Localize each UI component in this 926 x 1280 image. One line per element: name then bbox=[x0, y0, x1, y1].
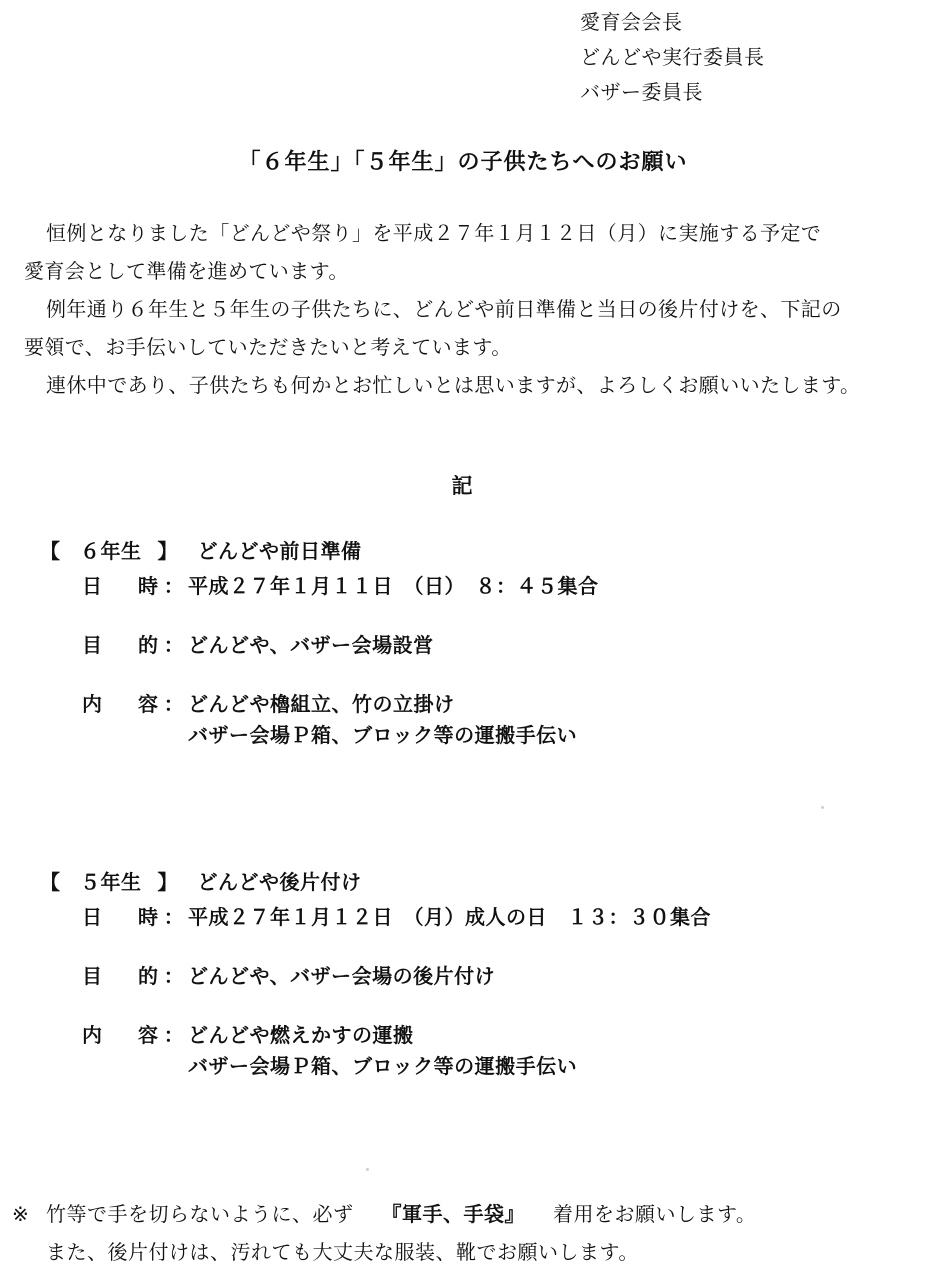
section-5-value-datetime: 平成２７年１月１２日 （月）成人の日 １３：３０集合 bbox=[188, 907, 711, 929]
section-5-label-content: 内 容 bbox=[82, 1025, 166, 1047]
section-5-colon-purpose: ： bbox=[163, 966, 185, 988]
section-6-bracket-close: 】 bbox=[157, 541, 182, 563]
section-5-row-datetime bbox=[40, 901, 900, 930]
section-6-label-purpose: 目 的 bbox=[82, 635, 166, 657]
section-6-grade: ６年生 bbox=[80, 541, 142, 563]
section-5-value-content-line2: バザー会場Ｐ箱、ブロック等の運搬手伝い bbox=[188, 1056, 578, 1078]
section-5-bracket-open: 【 bbox=[40, 872, 64, 894]
section-5-label-purpose: 目 的 bbox=[82, 966, 166, 988]
section-5-label-datetime: 日 時 bbox=[82, 907, 166, 929]
section-5-colon-content: ： bbox=[163, 1025, 185, 1047]
section-6-colon-datetime: ： bbox=[163, 576, 185, 598]
section-5-heading bbox=[40, 866, 900, 895]
footer-note-1-part-1: 竹等で手を切らないように、必ず bbox=[46, 1204, 354, 1226]
intro-paragraph-2-line-1: 例年通り６年生と５年生の子供たちに、どんどや前日準備と当日の後片付けを、下記の bbox=[46, 299, 842, 321]
section-6-row-content bbox=[40, 688, 900, 717]
section-5-row-purpose bbox=[40, 960, 900, 989]
spacer bbox=[40, 989, 900, 1019]
intro-paragraph-1-line-1: 恒例となりました「どんどや祭り」を平成２７年１月１２日（月）に実施する予定で bbox=[46, 223, 822, 245]
section-6-row-datetime bbox=[40, 570, 900, 599]
spacer bbox=[40, 599, 900, 629]
section-6-value-content-line2: バザー会場Ｐ箱、ブロック等の運搬手伝い bbox=[188, 725, 578, 747]
section-5-title: どんどや後片付け bbox=[197, 872, 362, 894]
intro-paragraph-1-line-2: 愛育会として準備を進めています。 bbox=[24, 261, 349, 283]
footer-note-1-emphasis: 『軍手、手袋』 bbox=[381, 1204, 525, 1226]
intro-paragraph-2-line-2: 要領で、お手伝いしていただきたいと考えています。 bbox=[24, 337, 512, 359]
intro-paragraphs bbox=[24, 215, 904, 405]
footer-note-2: また、後片付けは、汚れても大丈夫な服装、靴でお願いします。 bbox=[46, 1242, 639, 1264]
spacer bbox=[40, 930, 900, 960]
section-5-grade: ５年生 bbox=[80, 872, 142, 894]
section-6-title: どんどや前日準備 bbox=[197, 541, 362, 563]
page-title: 「６年生」「５年生」の子供たちへのお願い bbox=[238, 149, 688, 174]
section-6-row-purpose bbox=[40, 629, 900, 658]
spacer bbox=[40, 658, 900, 688]
signatory-line-1: 愛育会会長 bbox=[580, 12, 683, 34]
note-mark: ※ bbox=[12, 1204, 30, 1226]
footer-note-1 bbox=[12, 1196, 912, 1234]
section-6-value-content: どんどや櫓組立、竹の立掛け bbox=[188, 694, 455, 716]
section-6-heading bbox=[40, 535, 900, 564]
section-grade-6 bbox=[40, 535, 900, 755]
section-5-bracket-close: 】 bbox=[157, 872, 182, 894]
section-6-value-datetime: 平成２７年１月１１日 （日） ８：４５集合 bbox=[188, 576, 599, 598]
footer-notes bbox=[12, 1196, 912, 1272]
section-6-label-content: 内 容 bbox=[82, 694, 166, 716]
signatory-line-2: どんどや実行委員長 bbox=[580, 47, 765, 69]
section-5-colon-datetime: ： bbox=[163, 907, 185, 929]
signatory-line-3: バザー委員長 bbox=[580, 82, 703, 104]
section-6-label-datetime: 日 時 bbox=[82, 576, 166, 598]
intro-paragraph-3-line-1: 連休中であり、子供たちも何かとお忙しいとは思いますが、よろしくお願いいたします。 bbox=[46, 375, 861, 397]
scan-speck bbox=[821, 806, 824, 809]
signatory-block bbox=[580, 6, 765, 111]
section-6-colon-content: ： bbox=[163, 694, 185, 716]
section-6-colon-purpose: ： bbox=[163, 635, 185, 657]
ki-marker: 記 bbox=[451, 474, 475, 498]
section-grade-5 bbox=[40, 866, 900, 1086]
section-6-value-purpose: どんどや、バザー会場設営 bbox=[188, 635, 434, 657]
section-5-row-content bbox=[40, 1019, 900, 1048]
scan-speck bbox=[366, 1168, 369, 1171]
footer-note-1-part-2: 着用をお願いします。 bbox=[553, 1204, 757, 1226]
section-5-value-purpose: どんどや、バザー会場の後片付け bbox=[188, 966, 496, 988]
section-5-value-content: どんどや燃えかすの運搬 bbox=[188, 1025, 414, 1047]
section-6-bracket-open: 【 bbox=[40, 541, 64, 563]
